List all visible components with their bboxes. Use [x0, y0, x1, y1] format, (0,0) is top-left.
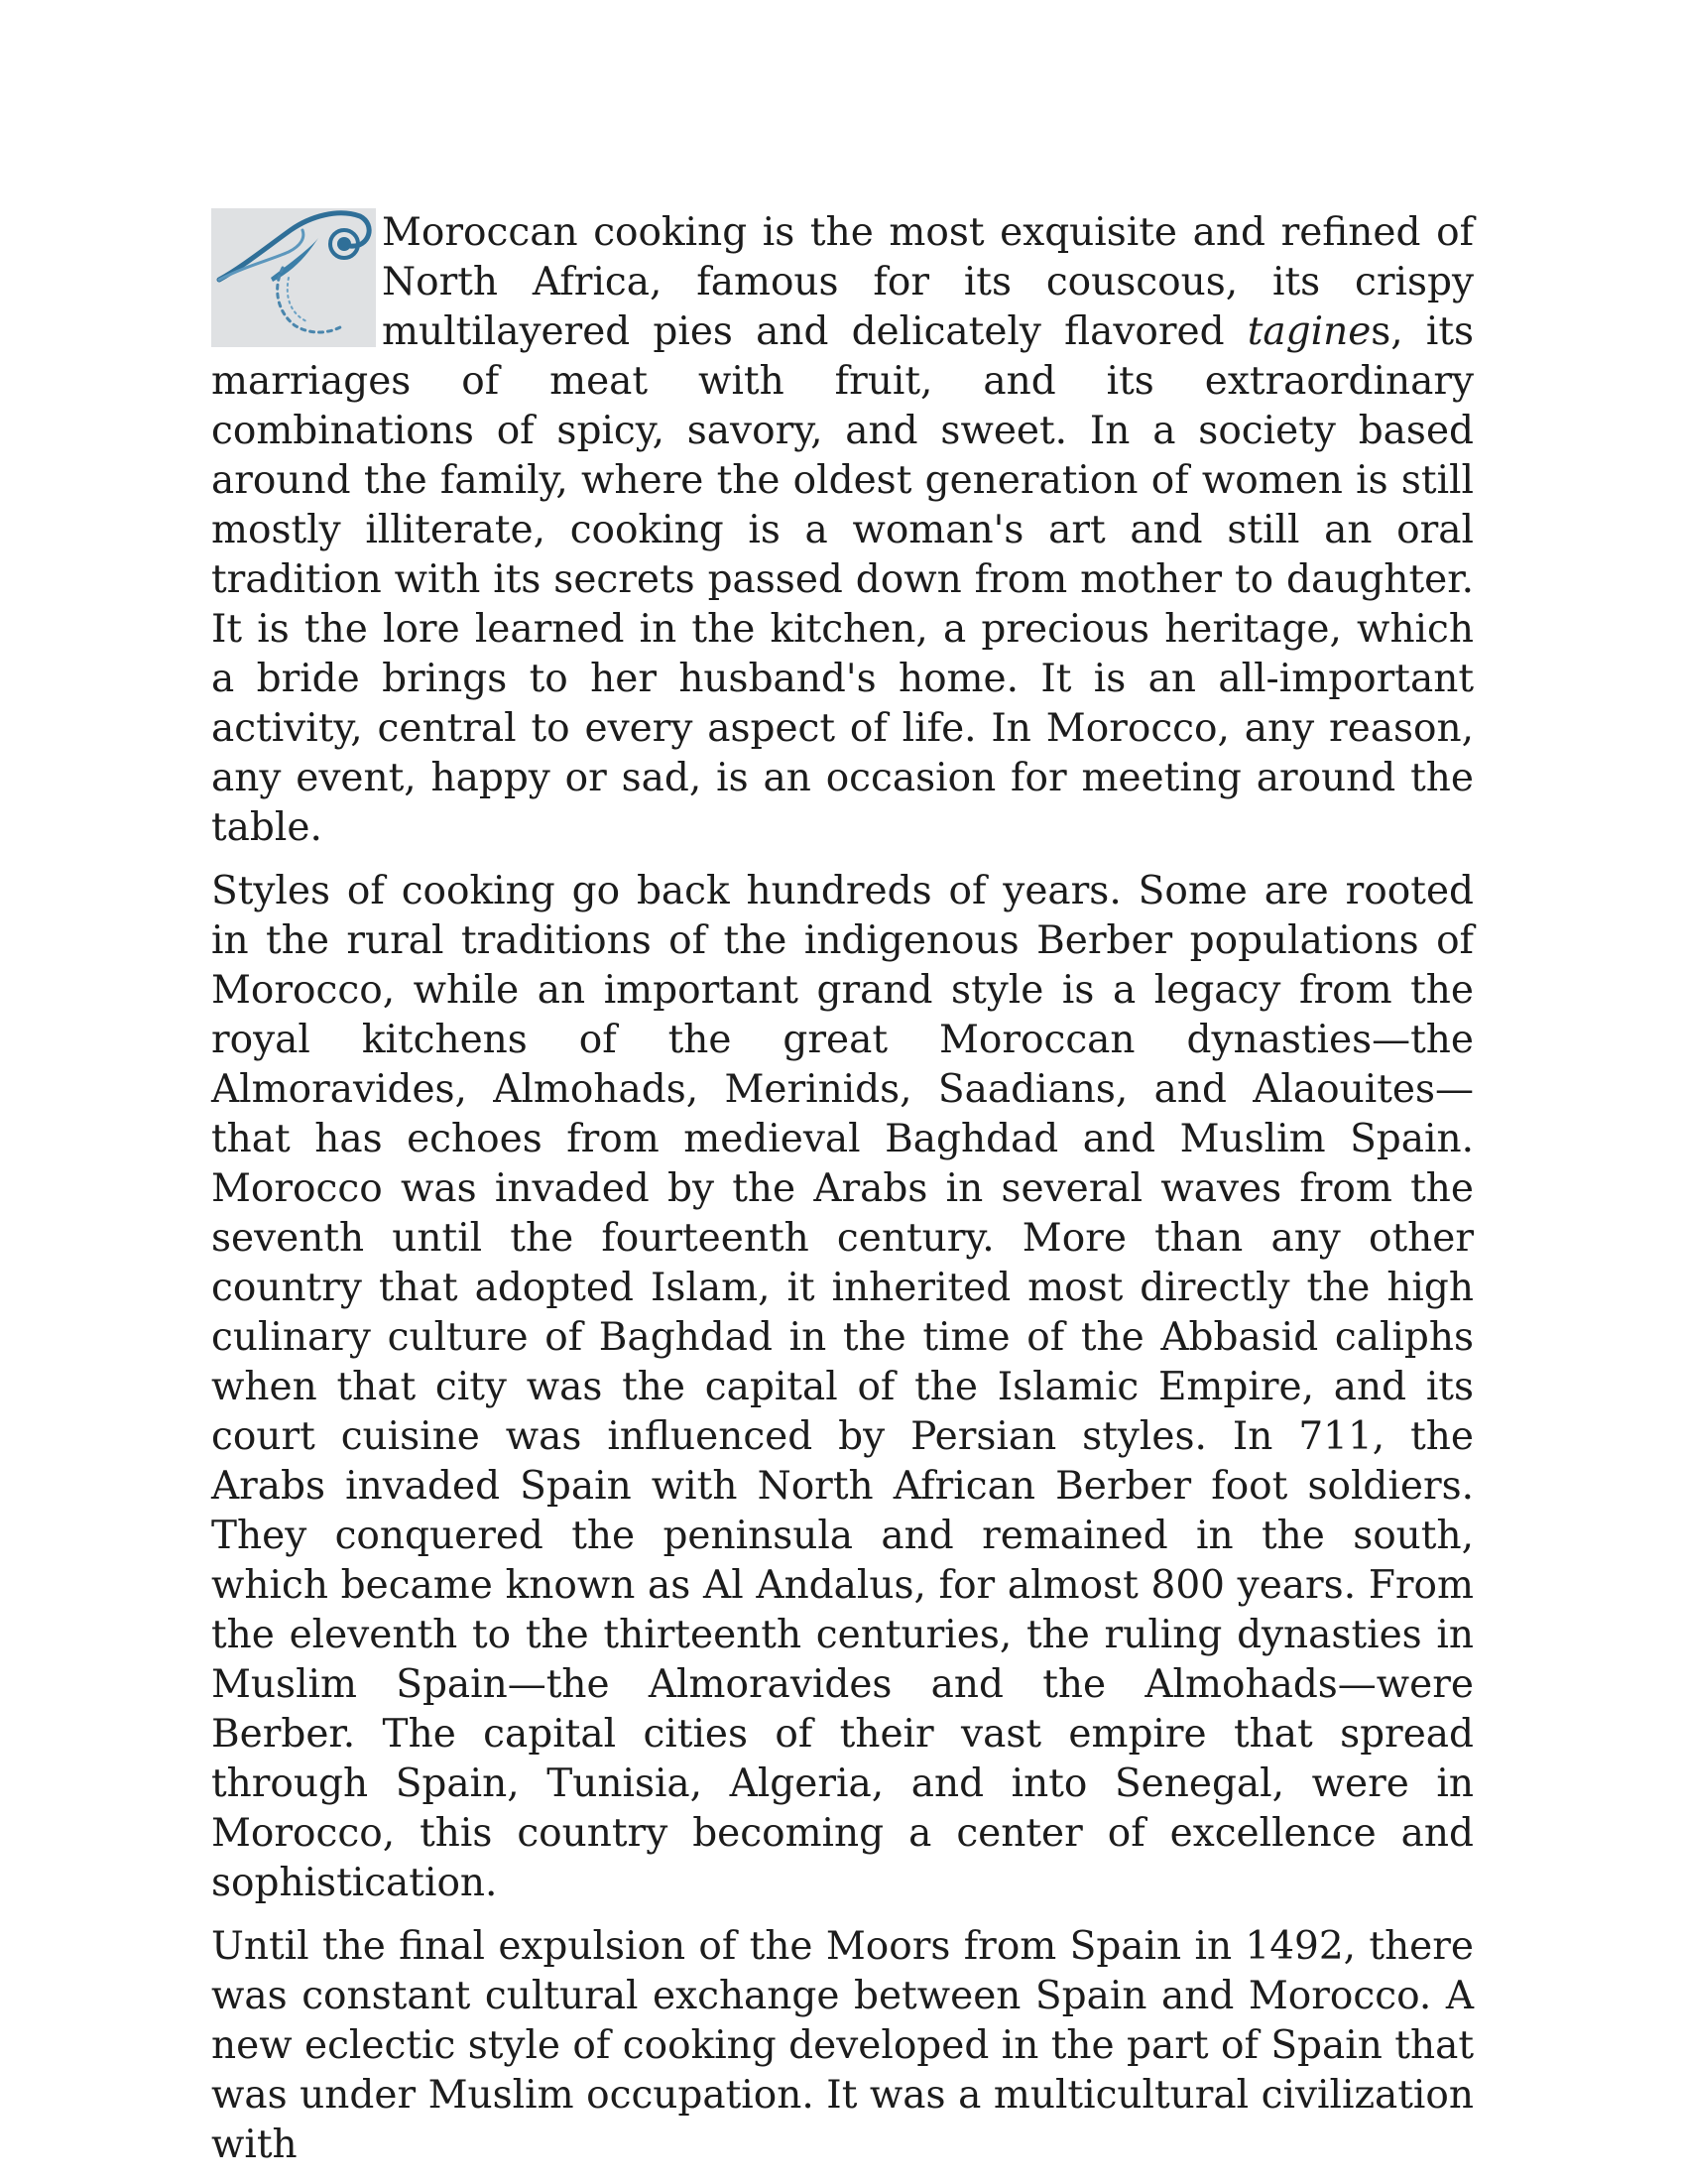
- paragraph-3: Until the final expulsion of the Moors from Spain in 1492, there was constant cultural exchange between Spain and Morocco. A new eclectic style of cooking developed in the part of Spain that was under Muslim occupation. It was a multicultural civilization with: [211, 1924, 1474, 2167]
- ornamental-flourish-icon: [211, 208, 376, 347]
- paragraph-2: Styles of cooking go back hundreds of years. Some are rooted in the rural traditions of the indigenous Berber populations of Morocco, while an important grand style is a legacy from the royal kitchens of the great Moroccan dynasties—the Almoravides, Almohads, Merinids, Saadians, and Alaouites—that has echoes from medieval Baghdad and Muslim Spain. Morocco was invaded by the Arabs in several waves from the seventh until the fourteenth century. More than any other country that adopted Islam, it inherited most directly the high culinary culture of Baghdad in the time of the Abbasid caliphs when that city was the capital of the Islamic Empire, and its court cuisine was influenced by Persian styles. In 711, the Arabs invaded Spain with North African Berber foot soldiers. They conquered the peninsula and remained in the south, which became known as Al Andalus, for almost 800 years. From the eleventh to the thirteenth centuries, the ruling dynasties in Muslim Spain—the Almoravides and the Almohads—were Berber. The capital cities of their vast empire that spread through Spain, Tunisia, Algeria, and into Senegal, were in Morocco, this country becoming a center of excellence and sophistication.: [211, 869, 1474, 1905]
- italic-term: tagine: [1247, 309, 1372, 354]
- paragraph-1-text: Moroccan cooking is the most exquisite and refined of North Africa, famous for its couscous, its crispy multilayered pies and delicately flavored: [382, 210, 1474, 354]
- document-page: [211, 208, 1474, 2184]
- paragraph-1: [211, 208, 1474, 853]
- paragraph-1-text-cont: s, its marriages of meat with fruit, and its extraordinary combinations of spicy, savory, and sweet. In a society based around the family, where the oldest generation of women is still mostly illiterate, cooking is a woman's art and still an oral tradition with its secrets passed down from mother to daughter. It is the lore learned in the kitchen, a precious heritage, which a bride brings to her husband's home. It is an all-important activity, central to every aspect of life. In Morocco, any reason, any event, happy or sad, is an occasion for meeting around the table.: [211, 309, 1475, 850]
- dropcap-indent-spacer: [211, 347, 380, 348]
